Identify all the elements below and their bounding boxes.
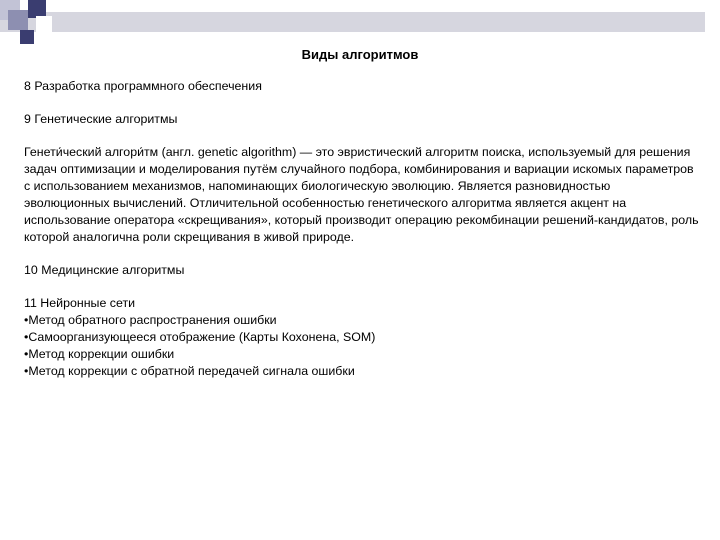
section-heading: 9 Генетические алгоритмы [24,112,178,126]
definition-paragraph: Генети́ческий алгори́тм (англ. genetic algorithm) — это эвристический алгоритм поиска, используемый для решения задач оптимизации и моделирования путём случайного подбора, комбинирования и вариации искомых параметров с использованием механизмов, напоминающих биологическую эволюцию. Является разновидностью эволюционных вычислений. Отличительной особенностью генетического алгоритма является акцент на использование оператора «скрещивания», который производит операцию рекомбинации решений-кандидатов, роль которой аналогична роли скрещивания в живой природе. [24,145,699,244]
decor-square [20,30,34,44]
list-item: •Метод коррекции ошибки [24,347,175,361]
list-item: •Метод обратного распространения ошибки [24,313,277,327]
section-heading: 10 Медицинские алгоритмы [24,263,185,277]
list-item: •Метод коррекции с обратной передачей сигнала ошибки [24,364,355,378]
decor-square [36,16,52,32]
decor-square [8,10,28,30]
section-heading: 8 Разработка программного обеспечения [24,79,262,93]
decorative-header [0,0,720,45]
slide-content [24,78,699,380]
list-item: •Самоорганизующееся отображение (Карты Кохонена, SOM) [24,330,376,344]
section-heading: 11 Нейронные сети [24,296,136,310]
slide-title: Виды алгоритмов [301,47,419,62]
decor-bar [0,12,705,32]
